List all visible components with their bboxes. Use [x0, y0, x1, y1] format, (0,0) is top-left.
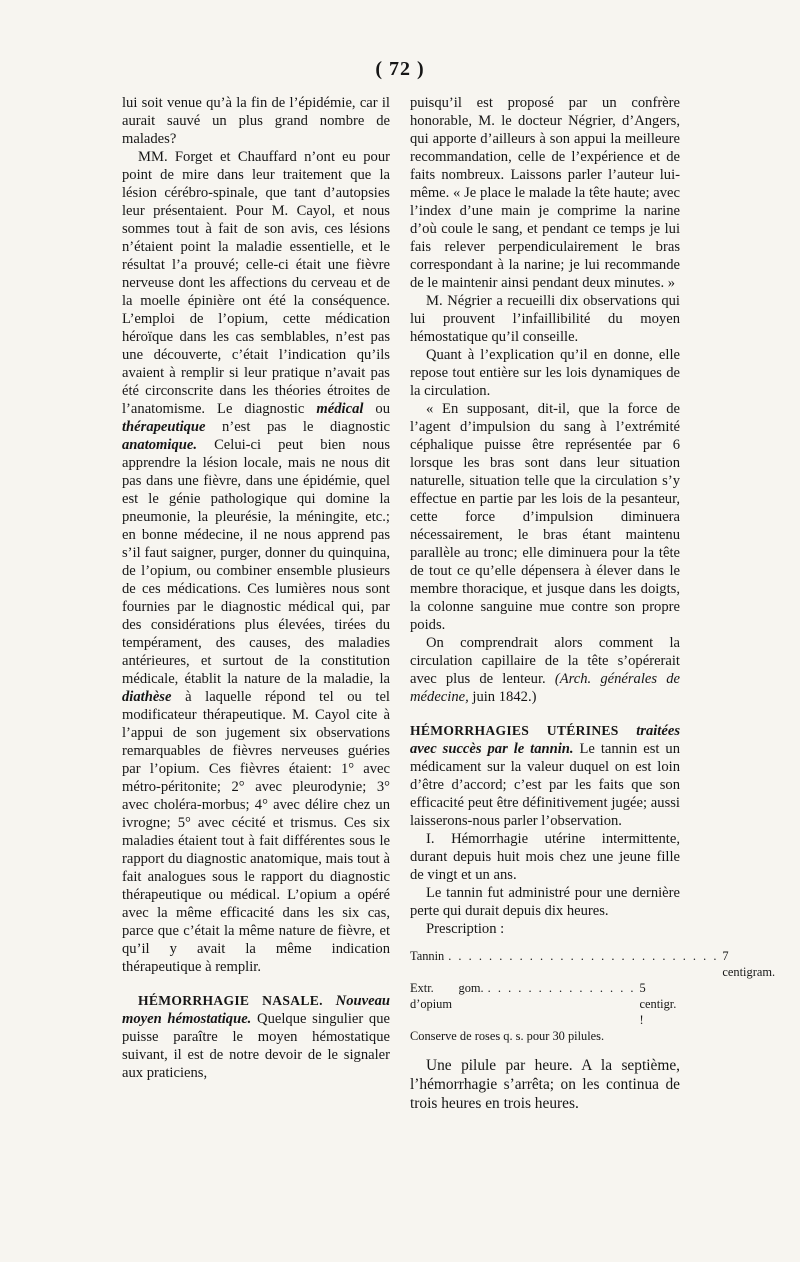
citation: (Arch. générales de médecine,: [410, 671, 680, 705]
paragraph: [122, 148, 390, 976]
italic-text: thérapeutique: [122, 419, 206, 435]
section-heading: HÉMORRHAGIES UTÉRINES: [410, 723, 619, 738]
section-heading: HÉMORRHAGIE NASALE.: [138, 993, 323, 1008]
paragraph: Prescription :: [426, 921, 505, 937]
paragraph: « En supposant, dit-il, que la force de l’agent d’impulsion du sang à l’extrémité céphalique puisse être représentée par 6 lorsque les bras sont dans leur situation naturelle, situation telle que la circulation s’y effectue en partie par les lois de la pesanteur, cette force d’impulsion diminuera nécessairement, le bras étant maintenu parallèle au tronc; elle diminuera pour la tête de tout ce qu’elle dépensera à élever dans le membre thoracique, et jusque dans les doigts, la colonne sanguine mue contre son propre poids.: [410, 401, 680, 633]
italic-text: anatomique.: [122, 437, 198, 453]
section-paragraph: [410, 722, 680, 830]
paragraph: puisqu’il est proposé par un confrère honorable, M. le docteur Négrier, d’Angers, qui apporte d’ailleurs à son appui la meilleure recommandation, celle de l’expérience et de faits nombreux. Laissons parler l’auteur lui-même. « Je place le malade la tête haute; avec l’index d’une main je comprime la narine d’où coule le sang, et pendant ce temps je lui fais relever perpendiculairement le bras correspondant à la narine; je lui recommande de le maintenir ainsi pendant deux minutes. »: [410, 95, 680, 291]
spacer: [410, 706, 680, 722]
text: Celui-ci peut bien nous apprendre la lésion locale, mais ne nous dit pas dans une fièvre, dans une épidémie, quel est le génie pathologique qui domine la pneumonie, la pleurésie, la méningite, etc.; en bonne médecine, il ne nous apprend pas s’il faut saigner, purger, donner du quinquina, de l’opium, ou combiner ensemble plusieurs de ces médications. Ces lumières nous sont fournies par le diagnostic médical qui, par des considérations plus élevées, tirées du tempérament, des causes, des maladies antérieures, et surtout de la constitution médicale, établit la nature de la maladie, la: [122, 437, 390, 687]
text: n’est pas le diagnostic: [222, 419, 390, 435]
prescription-list: [410, 948, 776, 1044]
page-number: ( 72 ): [375, 58, 425, 80]
italic-text: médical: [316, 401, 364, 417]
prescription-dose: 5 centigr. !: [639, 981, 677, 1027]
prescription-dose: 7 centigram.: [722, 949, 776, 979]
section-subtitle: Nouveau moyen hémostatique.: [122, 993, 390, 1027]
prescription-ingredient: Tannin: [410, 949, 445, 963]
prescription-item: [410, 980, 680, 1028]
leader-dots: . . . . . . . . . . . . . . . . . . . . . . . . . . .: [448, 949, 719, 963]
text: à laquelle répond tel ou tel modificateur thérapeutique. M. Cayol cite à l’appui de son jugement six observations remarquables de fièvres nerveuses guéries par l’opium. Ces fièvres étaient: 1° avec métro-péritonite; 2° avec pleurodynie; 3° avec choléra-morbus; 4° avec délire chez un ivrogne; 5° avec cécité et trismus. Ces six maladies étaient tout à fait différentes sous le rapport du diagnostic anatomique, mais tout à fait analogues sous le rapport du diagnostic thérapeutique ou médical. L’opium a opéré avec la même efficacité dans les six cas, parce que c’était la même nature de fièvre, et qu’il y avait la même indication thérapeutique à remplir.: [122, 689, 390, 975]
paragraph: Quant à l’explication qu’il en donne, elle repose tout entière sur les lois dynamiques de la circulation.: [410, 347, 680, 399]
italic-text: diathèse: [122, 689, 172, 705]
section-subtitle: traitées avec succès par le tannin.: [410, 723, 680, 757]
text: Quelque singulier que puisse paraître le moyen hémostatique suivant, il est de notre devoir de le signaler aux praticiens,: [122, 1011, 390, 1081]
prescription-item: [410, 1028, 680, 1044]
paragraph: lui soit venue qu’à la fin de l’épidémie, car il aurait sauvé un plus grand nombre de malades?: [122, 95, 390, 147]
paragraph: Le tannin fut administré pour une dernière perte qui durait depuis dix heures.: [410, 885, 680, 919]
spacer: [122, 976, 390, 992]
leader-dots: . . . . . . . . . . . . . . .: [487, 981, 636, 995]
text: juin 1842.): [472, 689, 537, 705]
section-paragraph: [122, 992, 390, 1082]
prescription-item: [410, 948, 776, 980]
left-column: [122, 94, 390, 1082]
text: Le tannin est un médicament sur la valeur duquel on est loin d’être d’accord; c’est par les faits que son efficacité peut être définitivement jugée; aussi laisserons-nous parler l’observation.: [410, 741, 680, 829]
prescription-ingredient: Conserve de roses q. s. pour 30 pilules.: [410, 1029, 605, 1043]
paragraph: Une pilule par heure. A la septième, l’hémorrhagie s’arrêta; on les continua de trois heures en trois heures.: [410, 1057, 680, 1112]
paragraph: [410, 634, 680, 706]
text: On comprendrait alors comment la circulation capillaire de la tête s’opérerait avec plus de lenteur.: [410, 635, 680, 687]
paragraph: M. Négrier a recueilli dix observations qui lui prouvent l’infaillibilité du moyen hémostatique qu’il conseille.: [410, 293, 680, 345]
text: ou: [375, 401, 390, 417]
prescription-ingredient: Extr. gom. d’opium: [410, 981, 484, 1011]
paragraph: I. Hémorrhagie utérine intermittente, durant depuis huit mois chez une jeune fille de vingt et un ans.: [410, 831, 680, 883]
right-column: [410, 94, 776, 1113]
text: MM. Forget et Chauffard n’ont eu pour point de mire dans leur traitement que la lésion cérébro-spinale, que tant d’autopsies leur présentaient. Pour M. Cayol, et nous sommes tout à fait de son avis, ces lésions n’étaient point la maladie essentielle, et le résultat l’a prouvé; celle-ci était une fièvre nerveuse dont les affections du cerveau et de la moelle épinière ont été la conséquence. L’emploi de l’opium, cette médication héroïque dans les cas semblables, n’est pas une découverte, c’était l’indication qu’ils avaient à remplir si leur pratique n’avait pas été circonscrite dans les théories étroites de l’anatomisme. Le diagnostic: [122, 149, 390, 417]
